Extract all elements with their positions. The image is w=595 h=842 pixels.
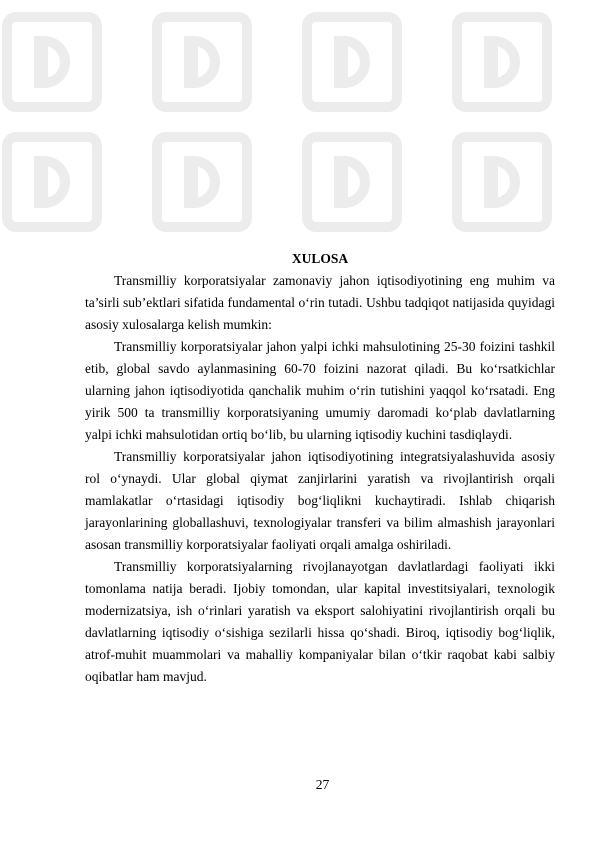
document-logo-watermark-icon (152, 132, 252, 232)
section-title: XULOSA (291, 251, 349, 266)
paragraph: Transmilliy korporatsiyalar jahon yalpi ichki mahsulotining 25-30 foizini tashkil etib, global savdo aylanmasining 60-70 foizini nazorat qiladi. Bu ko‘rsatkichlar ularning jahon iqtisodiyotida qanchalik muhim o‘rin tutishini yaqqol ko‘rsatadi. Eng yirik 500 ta transmilliy korporatsiyaning umumiy daromadi ko‘plab davlatlarning yalpi ichki mahsulotidan ortiq bo‘lib, bu ularning iqtisodiy kuchini tasdiqlaydi. (85, 339, 555, 442)
paragraph: Transmilliy korporatsiyalar jahon iqtisodiyotining integratsiyalashuvida asosiy rol o‘ynaydi. Ular global qiymat zanjirlarini yaratish va rivojlantirish orqali mamlakatlar o‘rtasidagi iqtisodiy bog‘liqlikni kuchaytiradi. Ishlab chiqarish jarayonlarining globallashuvi, texnologiyalar transferi va bilim almashish jarayonlari asosan transmilliy korporatsiyalar faoliyati orqali amalga oshiriladi. (85, 449, 555, 552)
document-body (85, 248, 555, 688)
document-logo-watermark-icon (302, 132, 402, 232)
paragraph: Transmilliy korporatsiyalarning rivojlanayotgan davlatlardagi faoliyati ikki tomonlama natija beradi. Ijobiy tomondan, ular kapital investitsiyalari, texnologik modernizatsiya, ish o‘rinlari yaratish va eksport salohiyatini rivojlantirish orqali bu davlatlarning iqtisodiy o‘sishiga sezilarli hissa qo‘shadi. Biroq, iqtisodiy bog‘liqlik, atrof-muhit muammolari va mahalliy kompaniyalar bilan o‘tkir raqobat kabi salbiy oqibatlar ham mavjud. (85, 559, 555, 684)
paragraph: Transmilliy korporatsiyalar zamonaviy jahon iqtisodiyotining eng muhim va ta’sirli sub’ektlari sifatida fundamental o‘rin tutadi. Ushbu tadqiqot natijasida quyidagi asosiy xulosalarga kelish mumkin: (85, 273, 555, 332)
document-logo-watermark-icon (452, 132, 552, 232)
document-logo-watermark-icon (2, 132, 102, 232)
document-logo-watermark-icon (302, 12, 402, 112)
document-logo-watermark-icon (452, 12, 552, 112)
page-number: 27 (315, 777, 330, 792)
document-logo-watermark-icon (2, 12, 102, 112)
document-logo-watermark-icon (152, 12, 252, 112)
